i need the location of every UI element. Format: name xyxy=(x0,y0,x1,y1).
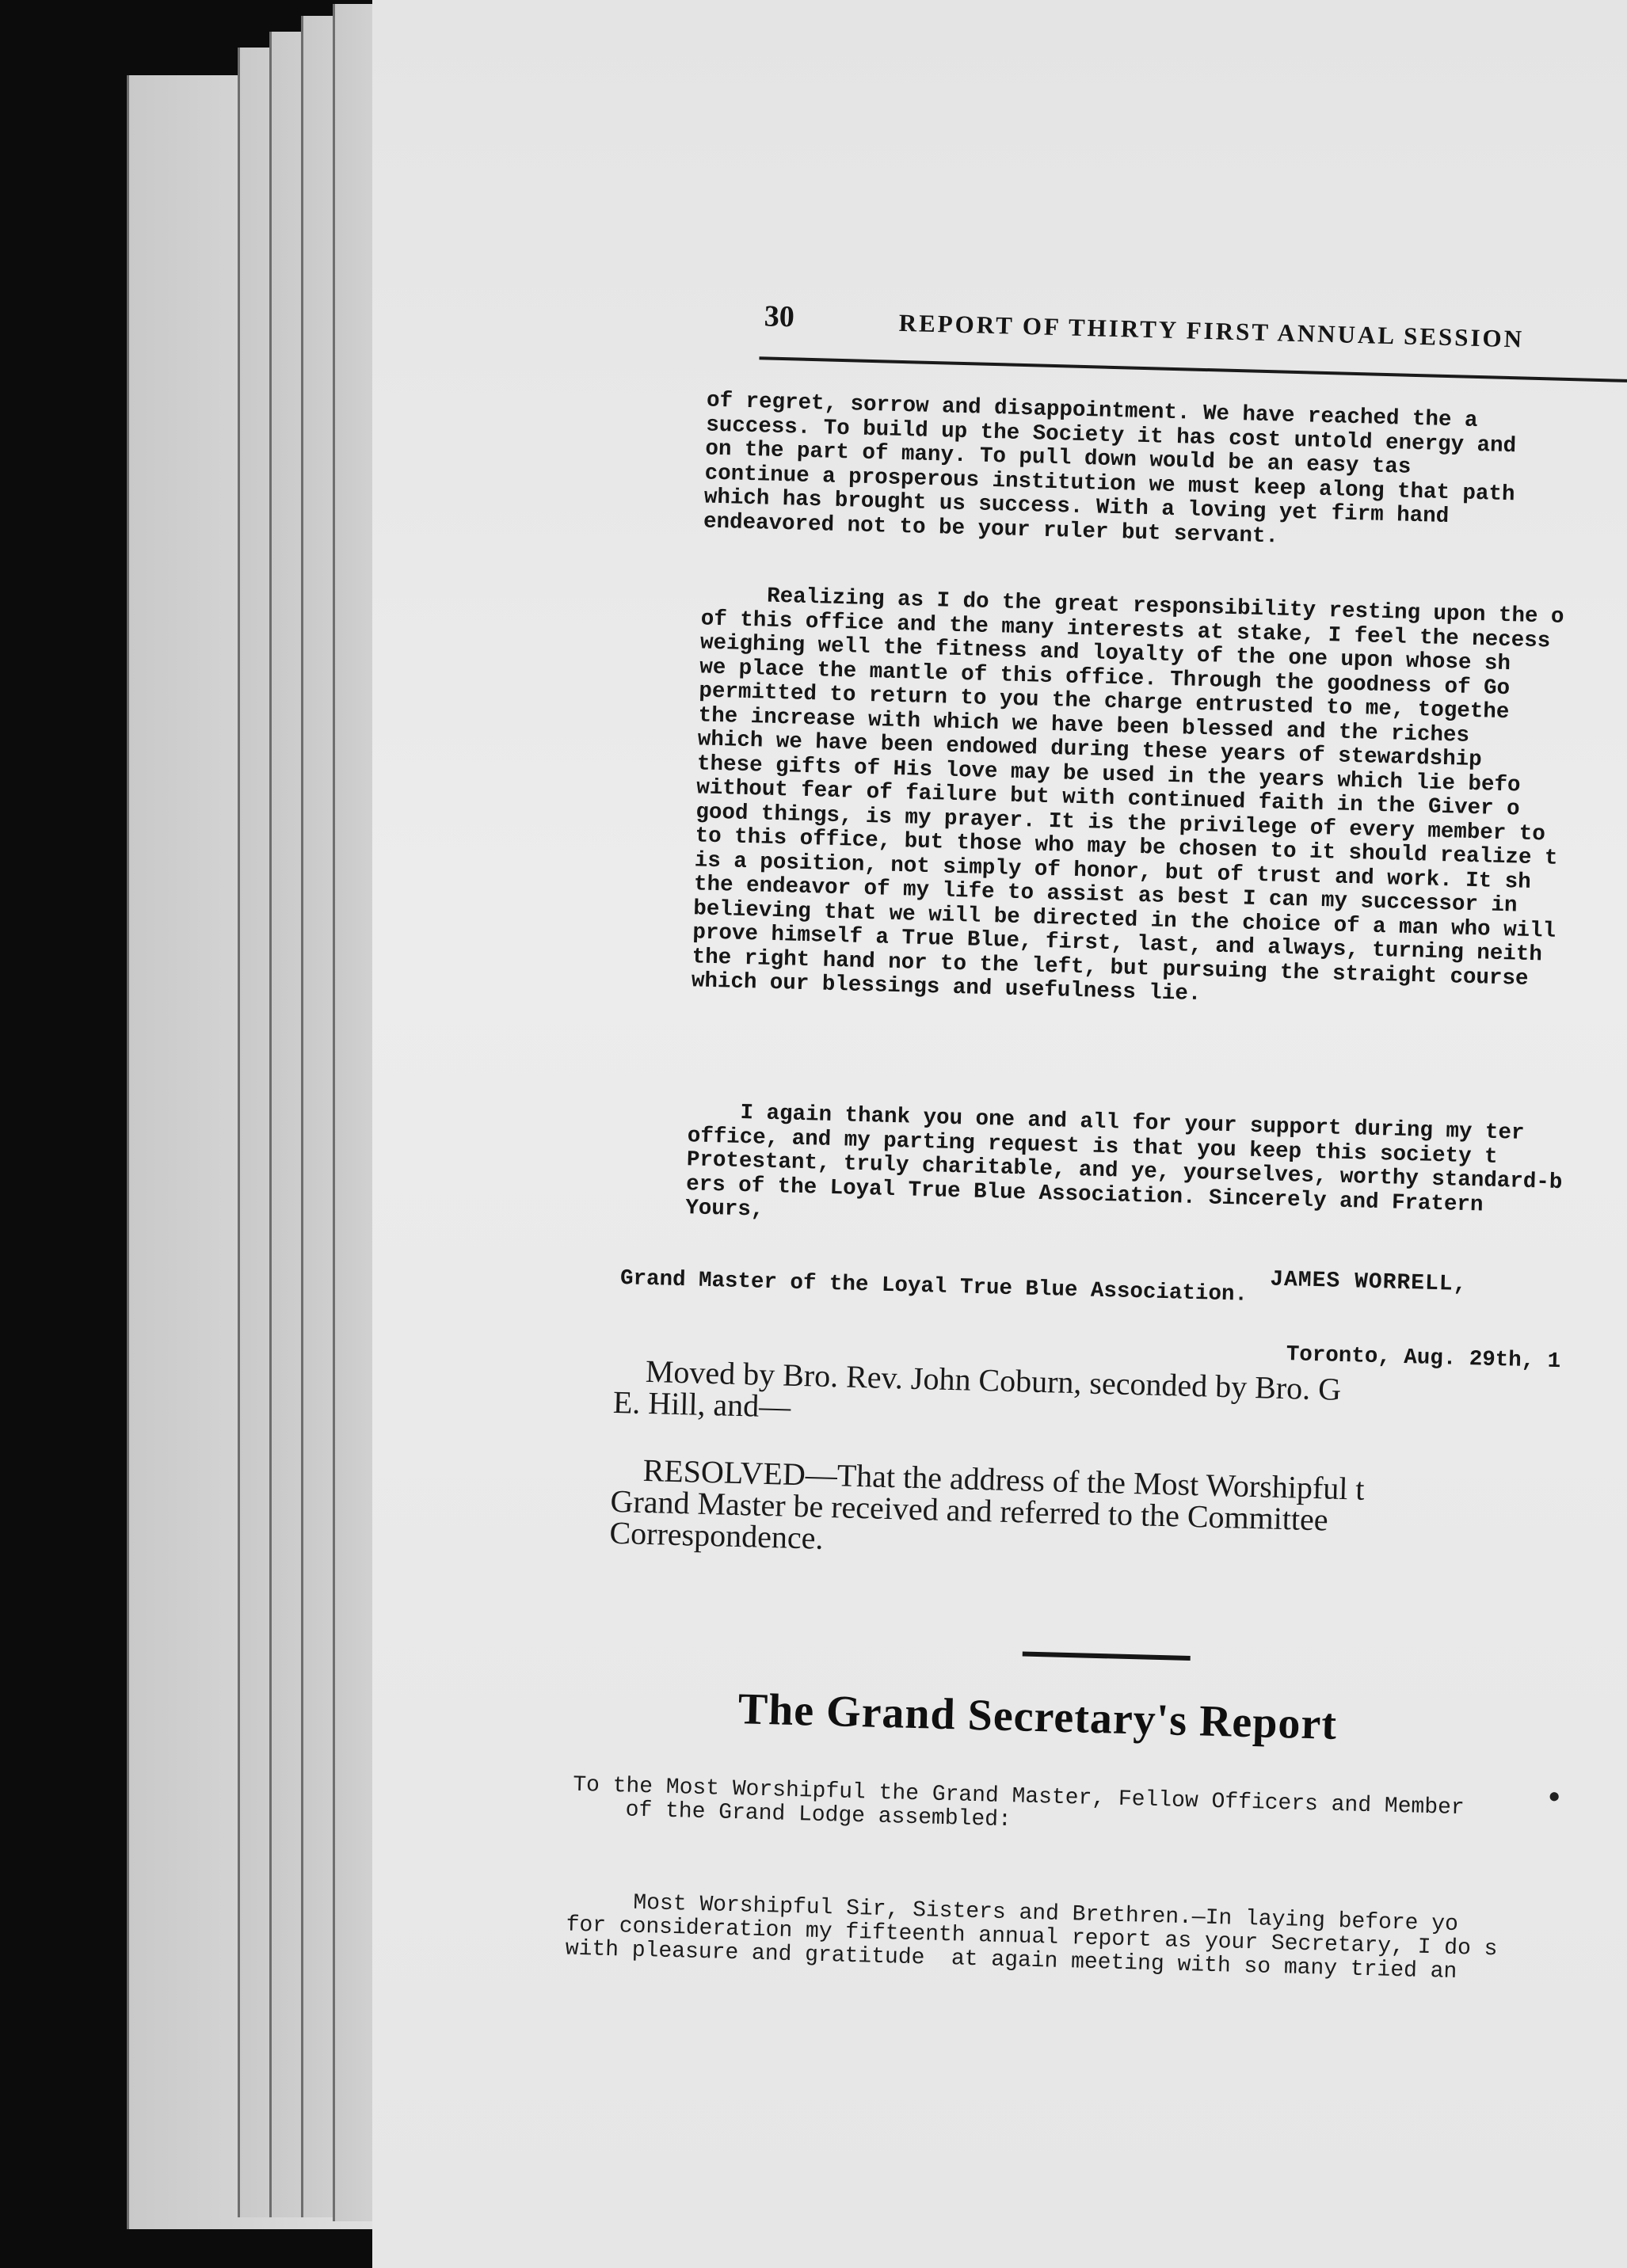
report-opening: Most Worshipful Sir, Sisters and Brethren.—In laying before yo for consideration my fifteenth annual report as your Secretary, I do s with pleasure and gratitude at again meeting with so many tried an xyxy=(565,1889,1498,1984)
signature-name: JAMES WORRELL, xyxy=(1269,1267,1468,1298)
signer-title: Grand Master of the Loyal True Blue Association. xyxy=(619,1266,1248,1307)
address-paragraph: I again thank you one and all for your support during my ter office, and my parting request is that you keep this society t Protestant, truly charitable, and ye, yourselves, worthy standard-b ers of the Loyal True Blue Association. Sincerely and Fratern Yours, xyxy=(684,1099,1563,1223)
ink-dot: ● xyxy=(1547,1783,1561,1808)
address-paragraph: of regret, sorrow and disappointment. We have reached the a success. To build up the Society it has cost untold energy and on the part of many. To pull down would be an easy tas continue a prosperous institution we must keep along that path which has brought us success. With a loving yet firm hand endeavored not to be your ruler but servant. xyxy=(703,388,1517,549)
running-head: REPORT OF THIRTY FIRST ANNUAL SESSION xyxy=(898,308,1525,353)
resolution-text: RESOLVED—That the address of the Most Worshipful t Grand Master be received and referred to the Committee Correspondence. xyxy=(609,1451,1366,1556)
motion-text: Moved by Bro. Rev. John Coburn, seconded by Bro. G E. Hill, and— xyxy=(612,1352,1342,1425)
salutation: To the Most Worshipful the Grand Master, Fellow Officers and Member of the Grand Lodge assembled: xyxy=(572,1772,1465,1833)
address-paragraph: Realizing as I do the great responsibility resting upon the o of this office and the many interests at stake, I feel the necess weighing well the fitness and loyalty of the one upon whose sh we place the mantle of this office. Through the goodness of Go permitted to return to you the charge entrusted to me, togethe the increase with which we have been blessed and the riches which we have been endowed during these years of stewardship these gifts of His love may be used in the years which lie befo without fear of failure but with continued faith in the Giver o good things, is my prayer. It is the privilege of every member to to this office, but those who may be chosen to it should realize t is a position, not simply of honor, but of trust and work. It sh the endeavor of my life to assist as best I can my successor in believing that we will be directed in the choice of a man who will prove himself a True Blue, first, last, and always, turning neith the right hand nor to the left, but pursuing the straight course which our blessings and usefulness lie. xyxy=(691,582,1564,1007)
place-date: Toronto, Aug. 29th, 1 xyxy=(1286,1342,1561,1375)
section-heading: The Grand Secretary's Report xyxy=(737,1684,1338,1749)
page-number: 30 xyxy=(764,299,795,334)
